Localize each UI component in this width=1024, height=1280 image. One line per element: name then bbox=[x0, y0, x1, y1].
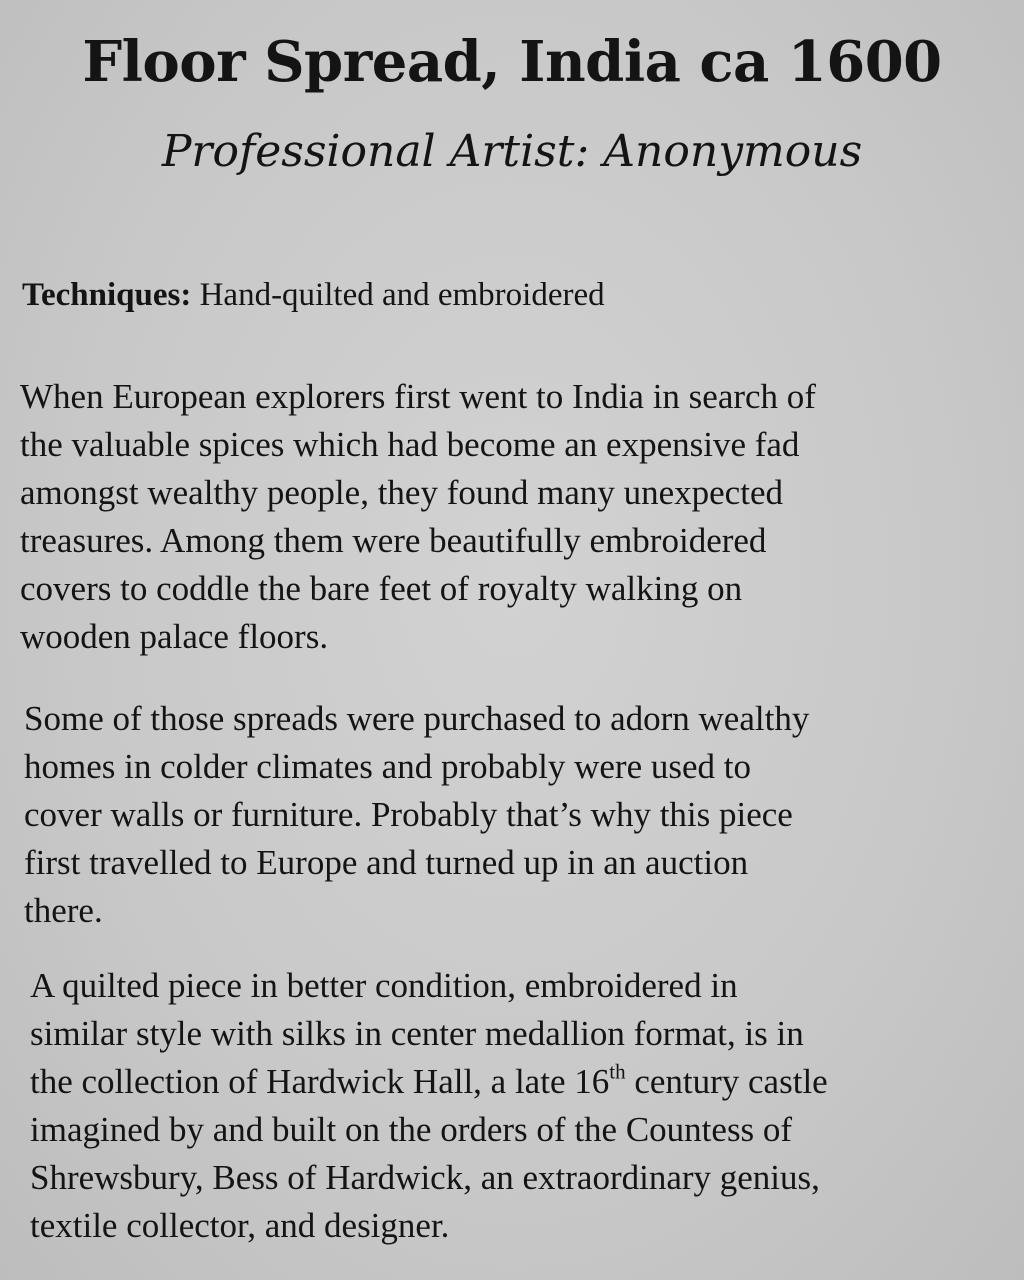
text-line: wooden palace floors. bbox=[20, 617, 329, 656]
text-line: similar style with silks in center medallion format, is in bbox=[30, 1014, 804, 1053]
techniques-label: Techniques: bbox=[22, 277, 192, 313]
text-line: there. bbox=[24, 891, 103, 930]
ordinal-superscript: th bbox=[609, 1059, 626, 1084]
text-fragment: century castle bbox=[625, 1062, 828, 1101]
text-line: imagined by and built on the orders of the Countess of bbox=[30, 1110, 793, 1149]
paragraph-spreads bbox=[24, 695, 1014, 935]
text-line: textile collector, and designer. bbox=[30, 1206, 450, 1245]
paragraph-hardwick bbox=[30, 962, 1020, 1250]
text-line-with-superscript bbox=[30, 1058, 1020, 1106]
text-line: amongst wealthy people, they found many unexpected bbox=[20, 473, 783, 512]
text-line: Shrewsbury, Bess of Hardwick, an extraordinary genius, bbox=[30, 1158, 820, 1197]
text-line: When European explorers first went to India in search of bbox=[20, 377, 816, 416]
text-line: Some of those spreads were purchased to adorn wealthy bbox=[24, 699, 810, 738]
placard-subtitle: Professional Artist: Anonymous bbox=[161, 126, 863, 177]
paragraph-explorers bbox=[20, 373, 1010, 661]
text-line: homes in colder climates and probably were used to bbox=[24, 747, 752, 786]
text-line: cover walls or furniture. Probably that’s why this piece bbox=[24, 795, 793, 834]
text-line: first travelled to Europe and turned up in an auction bbox=[24, 843, 749, 882]
text-line: the valuable spices which had become an expensive fad bbox=[20, 425, 800, 464]
placard-title: Floor Spread, India ca 1600 bbox=[82, 29, 942, 95]
text-line: covers to coddle the bare feet of royalty walking on bbox=[20, 569, 743, 608]
text-fragment: the collection of Hardwick Hall, a late 16 bbox=[30, 1062, 610, 1101]
text-line: A quilted piece in better condition, embroidered in bbox=[30, 966, 738, 1005]
text-line: treasures. Among them were beautifully embroidered bbox=[20, 521, 767, 560]
techniques-line bbox=[22, 270, 605, 320]
techniques-value: Hand-quilted and embroidered bbox=[199, 277, 605, 313]
